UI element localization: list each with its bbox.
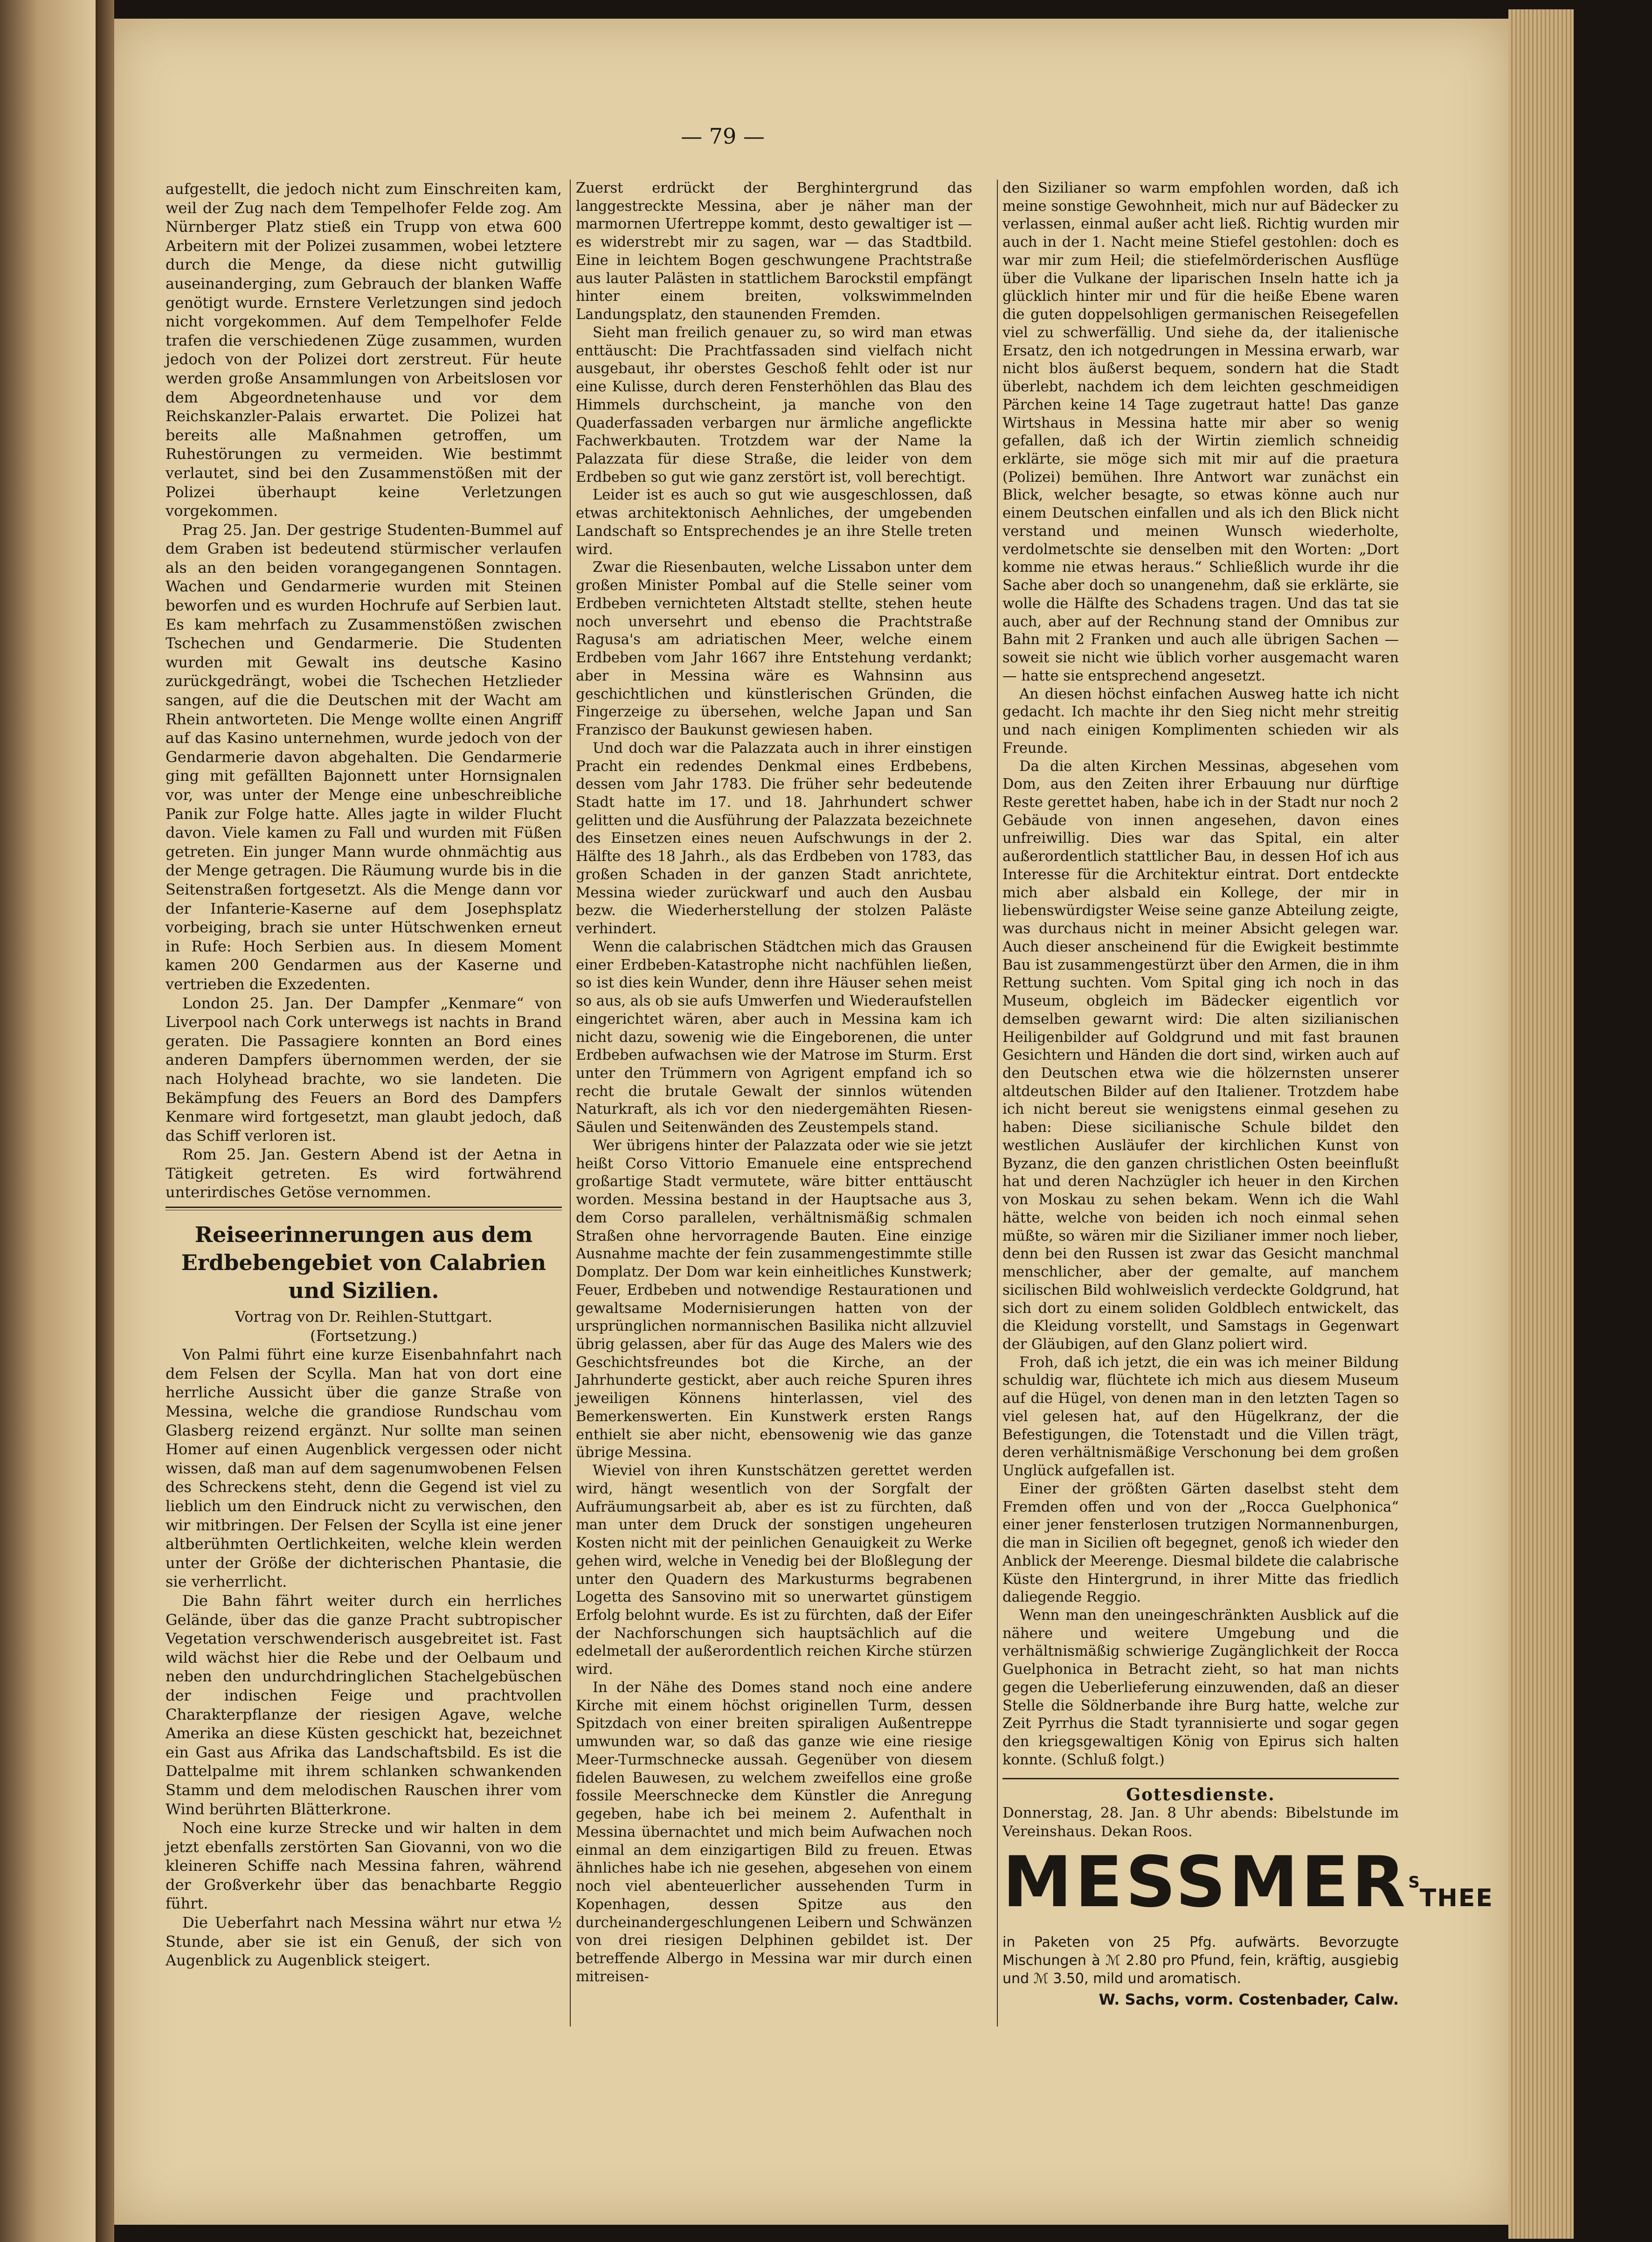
column-2 bbox=[576, 180, 972, 1986]
book-gutter bbox=[96, 0, 114, 2242]
article-paragraph: den Sizilianer so warm empfohlen worden, daß ich meine sonstige Gewohnheit, mich nur auf Bädecker zu verlassen, einmal außer acht ließ. Richtig wurden mir auch in der 1. Nacht meine Stiefel gestohlen: doch es war mir zum Heil; die stiefelmörderischen Ausflüge über die Vulkane der liparischen Inseln hatte ich ja glücklich hinter mir und für die heiße Ebene waren die guten doppelsohligen germanischen Reisegefellen viel zu schwerfällig. Und siehe da, der italienische Ersatz, den ich notgedrungen in Messina erwarb, war nicht blos äußerst bequem, sondern hat die Stadt überlebt, nachdem ich dem leichten geschmeidigen Pärchen keine 14 Tage zugetraut hatte! Das ganze Wirtshaus in Messina hatte mir aber so wenig gefallen, daß ich der Wirtin ziemlich schneidig erklärte, sie möge sich mit mir auf die praetura (Polizei) bemühen. Ihre Antwort war zunächst ein Blick, welcher besagte, so etwas könne auch nur einem Deutschen einfallen und als ich den Blick nicht verstand und meinen Wunsch wiederholte, verdolmetschte sie denselben mit den Worten: „Dort komme nie etwas heraus.“ Schließlich wurde ihr die Sache aber doch so unangenehm, daß sie erklärte, sie wolle die Hälfte des Schadens tragen. Und das tat sie auch, aber auf der Rechnung stand der Omnibus zur Bahn mit 2 Franken und auch alle übrigen Sachen — soweit sie nicht wie üblich vorher ausgemacht waren — hatte sie entsprechend angesetzt. bbox=[1002, 180, 1399, 684]
article-paragraph: Leider ist es auch so gut wie ausgeschlossen, daß etwas architektonisch Aehnliches, der umgebenden Landschaft so Entsprechendes je an ihre Stelle treten wird. bbox=[576, 487, 972, 558]
article-paragraph: Noch eine kurze Strecke und wir halten in dem jetzt ebenfalls zerstörten San Giovanni, von wo die kleineren Schiffe nach Messina fahren, während der Großverkehr über das benachbarte Reggio führt. bbox=[166, 1819, 562, 1913]
news-paragraph: aufgestellt, die jedoch nicht zum Einschreiten kam, weil der Zug nach dem Tempelhofer Felde zog. Am Nürnberger Platz stieß ein Trupp von etwa 600 Arbeitern mit der Polizei zusammen, wobei letztere durch die Menge, da diese nicht gutwillig auseinanderging, zum Gebrauch der blanken Waffe genötigt wurde. Ernstere Verletzungen sind jedoch nicht vorgekommen. Auf dem Tempelhofer Felde trafen die verschiedenen Züge zusammen, wurden jedoch von der Polizei dort zerstreut. Für heute werden große Ansammlungen von Arbeitslosen vor dem Abgeordnetenhause und vor dem Reichskanzler-Palais erwartet. Die Polizei hat bereits alle Maßnahmen getroffen, um Ruhestörungen zu vermeiden. Wie bestimmt verlautet, sind bei den Zusammenstößen mit der Polizei überhaupt keine Verletzungen vorgekommen. bbox=[166, 180, 562, 520]
article-paragraph: Zwar die Riesenbauten, welche Lissabon unter dem großen Minister Pombal auf die Stelle seiner vom Erdbeben vernichteten Altstadt stellte, stehen heute noch unversehrt und ebenso die Prachtstraße Ragusa's am adriatischen Meer, welche einem Erdbeben vom Jahr 1667 ihre Entstehung verdankt; aber in Messina wäre es Wahnsinn aus geschichtlichen und künstlerischen Gründen, die Fingerzeige zu übersehen, welche Japan und San Franzisco der Baukunst gewiesen haben. bbox=[576, 559, 972, 739]
article-paragraph: In der Nähe des Domes stand noch eine andere Kirche mit einem höchst originellen Turm, dessen Spitzdach von einer breiten spiraligen Außentreppe umwunden war, so daß das ganze wie eine riesige Meer-Turmschnecke aussah. Gegenüber von diesem fidelen Bauwesen, zu welchem zweifellos eine große fossile Meerschnecke dem Künstler die Anregung gegeben, habe ich bei meinem 2. Aufenthalt in Messina übernachtet und mich beim Aufwachen noch einmal an dem einzigartigen Bild zu freuen. Etwas ähnliches habe ich nie gesehen, abgesehen von einem noch viel abenteuerlicher aussehenden Turm in Kopenhagen, dessen Spitze aus den durcheinandergeschlungenen Leibern und Schwänzen von drei riesigen Delphinen gebildet ist. Der betreffende Albergo in Messina war mir durch einen mitreisen- bbox=[576, 1679, 972, 1985]
brand-name: MESSMER bbox=[1002, 1842, 1409, 1923]
service-title: Gottesdienste. bbox=[1126, 1784, 1275, 1805]
article-continued: (Fortsetzung.) bbox=[310, 1326, 417, 1345]
article-paragraph: Wenn man den uneingeschränkten Ausblick auf die nähere und weitere Umgebung und die verhältnismäßig schwierige Zugänglichkeit der Rocca Guelphonica in Betracht zieht, so hat man nichts gegen die Ueberlieferung einzuwenden, daß an dieser Stelle die Söldnerbande ihre Burg hatte, welche zur Zeit Pyrrhus die Stadt tyrannisierte und sogar gegen den kriegsgewaltigen König von Epirus sich halten konnte. (Schluß folgt.) bbox=[1002, 1607, 1399, 1768]
ad-text: in Paketen von 25 Pfg. aufwärts. Bevorzugte Mischungen à ℳ 2.80 pro Pfund, fein, kräftig, ausgiebig und ℳ 3.50, mild und aromatisch. bbox=[1002, 1934, 1399, 1987]
column-rule bbox=[997, 180, 998, 2027]
article-paragraph: An diesen höchst einfachen Ausweg hatte ich nicht gedacht. Ich machte ihr den Sieg nicht mehr streitig und nach einigen Komplimenten schieden wir als Freunde. bbox=[1002, 686, 1399, 757]
news-paragraph: Rom 25. Jan. Gestern Abend ist der Aetna in Tätigkeit getreten. Es wird fortwährend unterirdisches Getöse vernommen. bbox=[166, 1145, 562, 1201]
article-byline: Vortrag von Dr. Reihlen-Stuttgart. bbox=[235, 1308, 492, 1326]
page-stack-edge bbox=[1508, 9, 1574, 2239]
article-paragraph: Froh, daß ich jetzt, die ein was ich meiner Bildung schuldig war, flüchtete ich mich aus diesem Museum auf die Hügel, von denen man in den letzten Tagen so viel gelesen hat, auf den Hügelkranz, der die Befestigungen, die Totenstadt und die Villen trägt, deren verhältnismäßige Verschonung bei dem großen Unglück aufgefallen ist. bbox=[1002, 1354, 1399, 1479]
article-paragraph: Die Ueberfahrt nach Messina währt nur etwa ½ Stunde, aber sie ist ein Genuß, der sich von Augenblick zu Augenblick steigert. bbox=[166, 1914, 562, 1970]
news-paragraph: London 25. Jan. Der Dampfer „Kenmare“ von Liverpool nach Cork unterwegs ist nachts in Brand geraten. Die Passagiere konnten an Bord eines anderen Dampfers übernommen werden, der sie nach Holyhead brachte, wo sie landeten. Die Bekämpfung des Feuers an Bord des Dampfers Kenmare wird fortgesetzt, man glaubt jedoch, daß das Schiff verloren ist. bbox=[166, 994, 562, 1145]
ad-signature: W. Sachs, vorm. Costenbader, Calw. bbox=[1099, 1991, 1399, 2009]
article-paragraph: Einer der größten Gärten daselbst steht dem Fremden offen und von der „Rocca Guelphonica“ einer jener fensterlosen trutzigen Normannenburgen, die man in Sicilien oft begegnet, genoß ich wieder den Anblick der Meerenge. Diesmal bildete die calabrische Küste den Hintergrund, in ihrer Mitte das friedlich daliegende Reggio. bbox=[1002, 1480, 1399, 1606]
article-paragraph: Sieht man freilich genauer zu, so wird man etwas enttäuscht: Die Prachtfassaden sind vielfach nicht ausgebaut, ihr oberstes Geschoß fehlt oder ist nur eine Kulisse, durch deren Fensterhöhlen das Blau des Himmels durchscheint, ja manche von den Quaderfassaden verbargen nur ärmliche angeflickte Fachwerkbauten. Trotzdem war der Name la Palazzata für diese Straße, die leider von dem Erdbeben so gut wie ganz zerstört ist, voll berechtigt. bbox=[576, 324, 972, 486]
article-paragraph: Da die alten Kirchen Messinas, abgesehen vom Dom, aus den Zeiten ihrer Erbauung nur dürftige Reste gerettet haben, habe ich in der Stadt nur noch 2 Gebäude von innen angesehen, davon eines unfreiwillig. Dies war das Spital, ein alter außerordentlich stattlicher Bau, in dessen Hof ich aus Interesse für die Architektur eintrat. Dort entdeckte mich aber alsbald ein Kollege, der mir in liebenswürdigster Weise seine ganze Abteilung zeigte, was durchaus nicht in meiner Absicht gelegen war. Auch dieser anscheinend für die Ewigkeit bestimmte Bau ist zusammengestürzt über den Armen, die in ihm Rettung suchten. Vom Spital ging ich noch in das Museum, obgleich im Bädecker eigentlich vor demselben gewarnt wird: Die alten sizilianischen Heiligenbilder auf Goldgrund und mit fast braunen Gesichtern und Händen die dort sind, wirken auch auf den Deutschen etwa wie die hölzernsten unserer altdeutschen Bilder auf den Italiener. Trotzdem habe ich nicht bereut sie wenigstens einmal gesehen zu haben: Diese sicilianische Schule bildet den westlichen Ausläufer der kirchlichen Kunst von Byzanz, die den ganzen christlichen Osten beeinflußt hat und deren Nachzügler ich heuer in den Kirchen von Moskau zu sehen bekam. Wenn ich die Wahl hätte, welche von beiden ich noch einmal sehen müßte, so wären mir die Sizilianer immer noch lieber, denn bei den Russen ist zwar das Gesicht manchmal menschlicher, aber der gemalte, auf manchem sicilischen Bild wohlweislich verdeckte Goldgrund, hat sich dort zu einem soliden Goldblech entwickelt, das die Kleidung vorstellt, und Samstags in Gegenwart der Gläubigen, auf den Glanz poliert wird. bbox=[1002, 758, 1399, 1353]
article-title: Reiseerinnerungen aus dem Erdbebengebiet von Calabrien und Sizilien. bbox=[181, 1222, 546, 1304]
article-separator bbox=[166, 1207, 562, 1210]
advertisement-block bbox=[1002, 1778, 1493, 2009]
column-1 bbox=[166, 180, 562, 1970]
news-paragraph: Prag 25. Jan. Der gestrige Studenten-Bummel auf dem Graben ist bedeutend stürmischer verlaufen als an den beiden vorangegangenen Sonntagen. Wachen und Gendarmerie wurden mit Steinen beworfen und es wurden Hochrufe auf Serbien laut. Es kam mehrfach zu Zusammenstößen zwischen Tschechen und Gendarmerie. Die Studenten wurden mit Gewalt ins deutsche Kasino zurückgedrängt, wobei die Tschechen Hetzlieder sangen, auf die die Deutschen mit der Wacht am Rhein antworteten. Die Menge wollte einen Angriff auf das Kasino unternehmen, wurde jedoch von der Gendarmerie davon abgehalten. Die Gendarmerie ging mit gefällten Bajonnett unter Hornsignalen vor, was unter der Menge eine unbeschreibliche Panik zur Folge hatte. Alles jagte in wilder Flucht davon. Viele kamen zu Fall und wurden mit Füßen getreten. Ein junger Mann wurde ohnmächtig aus der Menge getragen. Die Räumung wurde bis in die Seitenstraßen fortgesetzt. Als die Menge dann vor der Infanterie-Kaserne auf dem Josephsplatz vorbeiging, brach sie unter Hütschwenken erneut in Rufe: Hoch Serbien aus. In diesem Moment kamen 200 Gendarmen aus der Kaserne und vertrieben die Exzedenten. bbox=[166, 521, 562, 993]
article-paragraph: Wenn die calabrischen Städtchen mich das Grausen einer Erdbeben-Katastrophe nicht nachfühlen ließen, so ist dies kein Wunder, denn ihre Häuser sehen meist so aus, als ob sie aufs Umwerfen und Wiederaufstellen eingerichtet wären, aber auch in Messina kam ich nicht dazu, sowenig wie die Eingeborenen, die unter Erdbeben aufwachsen wie der Matrose im Sturm. Erst unter den Trümmern von Agrigent empfand ich so recht die brutale Gewalt der sinnlos wütenden Naturkraft, als ich vor den niedergemähten Riesen-Säulen und Seitenwänden des Zeustempels stand. bbox=[576, 938, 972, 1136]
article-paragraph: Die Bahn fährt weiter durch ein herrliches Gelände, über das die ganze Pracht subtropischer Vegetation verschwenderisch ausgebreitet ist. Fast wild wächst hier die Rebe und der Oelbaum und neben den undurchdringlichen Stachelgebüschen der indischen Feige und prachtvollen Charakterpflanze der riesigen Agave, welche Amerika an diese Küsten geschickt hat, bezeichnet ein Gast aus Afrika das Landschaftsbild. Es ist die Dattelpalme mit ihrem schlanken schwankenden Stamm und dem melodischen Rauschen ihrer vom Wind berührten Blätterkrone. bbox=[166, 1591, 562, 1818]
service-text: Donnerstag, 28. Jan. 8 Uhr abends: Bibelstunde im Vereinshaus. Dekan Roos. bbox=[1002, 1805, 1399, 1840]
left-page-edge bbox=[0, 0, 96, 2242]
article-paragraph: Wieviel von ihren Kunstschätzen gerettet werden wird, hängt wesentlich von der Sorgfalt der Aufräumungsarbeit ab, aber es ist zu fürchten, daß man unter dem Druck der sonstigen ungeheuren Kosten nicht mit der peinlichen Genauigkeit zu Werke gehen wird, welche in Venedig bei der Bloßlegung der unter den Quadern des Markusturms begrabenen Logetta des Sansovino mit so unerwartet günstigem Erfolg belohnt wurde. Es ist zu fürchten, daß der Eifer der Nachforschungen sich hauptsächlich auf die edelmetall der außerordentlich reichen Kirche stürzen wird. bbox=[576, 1463, 972, 1678]
column-rule bbox=[570, 180, 571, 2027]
messmer-logo bbox=[1002, 1842, 1493, 1933]
brand-s: S bbox=[1408, 1873, 1420, 1892]
page-number: — 79 — bbox=[681, 124, 765, 149]
brand-thee: THEE bbox=[1419, 1884, 1493, 1913]
column-3 bbox=[1002, 180, 1493, 2009]
article-paragraph: Und doch war die Palazzata auch in ihrer einstigen Pracht ein redendes Denkmal eines Erdbebens, dessen vom Jahr 1783. Die früher sehr bedeutende Stadt hatte im 17. und 18. Jahrhundert schwer gelitten und die Ausführung der Palazzata bezeichnete des Einsetzen eines neuen Aufschwungs in der 2. Hälfte des 18 Jahrh., als das Erdbeben von 1783, das großen Schaden in der ganzen Stadt anrichtete, Messina wieder zurückwarf und auch den Ausbau bezw. die Wiederherstellung der stolzen Paläste verhindert. bbox=[576, 740, 972, 937]
article-paragraph: Zuerst erdrückt der Berghintergrund das langgestreckte Messina, aber je näher man der marmornen Ufertreppe kommt, desto gewaltiger ist — es widerstrebt mir zu sagen, war — das Stadtbild. Eine in leichtem Bogen geschwungene Prachtstraße aus lauter Palästen in stattlichem Barockstil empfängt hinter einem breiten, volkswimmelnden Landungsplatz, den staunenden Fremden. bbox=[576, 180, 972, 323]
article-paragraph: Von Palmi führt eine kurze Eisenbahnfahrt nach dem Felsen der Scylla. Man hat von dort eine herrliche Aussicht über die ganze Straße von Messina, welche die grandiose Rundschau vom Glasberg reizend ergänzt. Nur sollte man seinen Homer auf einen Augenblick vergessen oder nicht wissen, daß man auf dem sagenumwobenen Felsen des Schreckens steht, denn die Gegend ist viel zu lieblich um den Eindruck nicht zu verwischen, den wir mitbringen. Der Felsen der Scylla ist eine jener altberühmten Oertlichkeiten, welche klein werden unter der Größe der dichterischen Phantasie, die sie verherrlicht. bbox=[166, 1346, 562, 1591]
article-paragraph: Wer übrigens hinter der Palazzata oder wie sie jetzt heißt Corso Vittorio Emanuele eine entsprechend großartige Stadt vermutete, wäre bitter enttäuscht worden. Messina bestand in der Hauptsache aus 3, dem Corso parallelen, verhältnismäßig schmalen Straßen ohne hervorragende Bauten. Eine einzige Ausnahme machte der fein zusammengestimmte stille Domplatz. Der Dom war kein einheitliches Kunstwerk; Feuer, Erdbeben und notwendige Restaurationen und gewaltsame Modernisierungen hatten von der ursprünglichen normannischen Basilika nicht allzuviel übrig gelassen, aber für das Auge des Malers wie des Geschichtsfreundes bot die Kirche, an der Jahrhunderte gestickt, aber auch reiche Spuren ihres jeweiligen Könnens hinterlassen, viel des Bemerkenswerten. Ein Kunstwerk ersten Rangs enthielt sie aber nicht, ebensowenig wie das ganze übrige Messina. bbox=[576, 1137, 972, 1461]
